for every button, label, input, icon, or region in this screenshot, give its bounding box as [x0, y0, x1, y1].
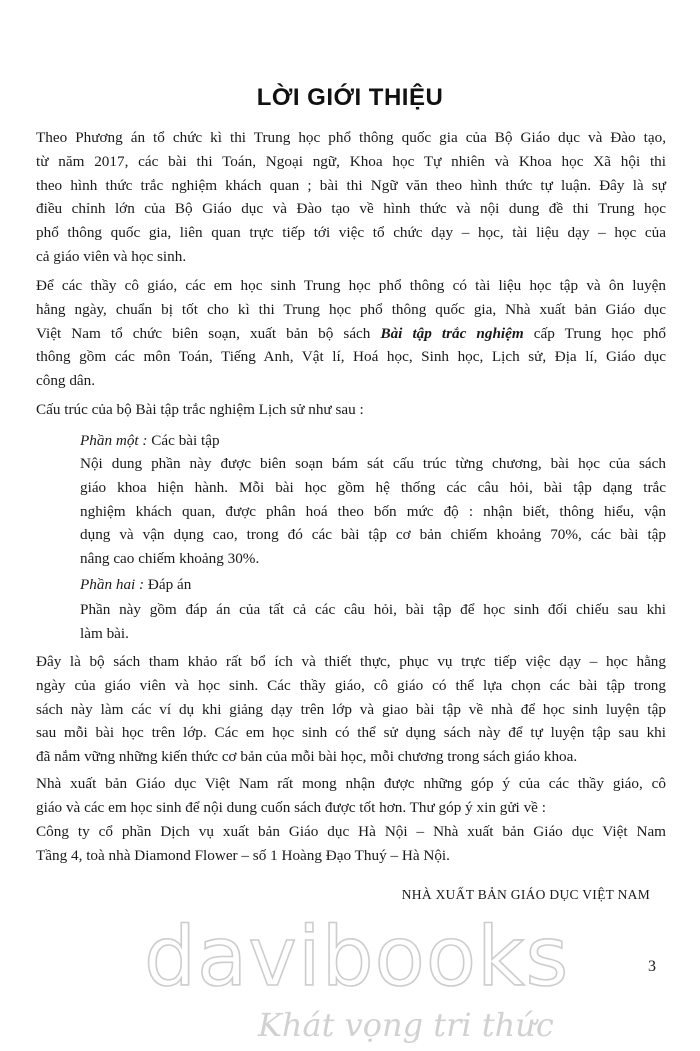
text-line: đã nắm vững những kiến thức cơ bản của mỗi bài học, mỗi chương trong sách giáo khoa. — [36, 748, 578, 766]
text-line: hằng ngày, chuẩn bị tốt cho kì thi Trung học phổ thông quốc gia, Nhà xuất bản Giáo dục — [36, 300, 666, 318]
text-line: Nhà xuất bản Giáo dục Việt Nam rất mong nhận được những góp ý của các thầy giáo, cô — [36, 775, 666, 792]
text-line: nghiệm khách quan, được phân hoá theo bốn mức độ : nhận biết, thông hiểu, vận — [80, 502, 666, 520]
part-one — [80, 429, 666, 453]
text-line: làm bài. — [80, 624, 129, 642]
text-line: Theo Phương án tổ chức kì thi Trung học phổ thông quốc gia của Bộ Giáo dục và Đào tạo, — [36, 129, 666, 146]
text-line: Cấu trúc của bộ Bài tập trắc nghiệm Lịch sử như sau : — [36, 401, 364, 418]
text-line: Đây là bộ sách tham khảo rất bổ ích và thiết thực, phục vụ trực tiếp việc dạy – học hằng — [36, 653, 666, 670]
usage-paragraph — [36, 650, 666, 769]
part-one-body — [80, 452, 666, 571]
text-line: giáo khoa hiện hành. Mỗi bài học gồm hệ thống các câu hỏi, bài tập dạng trắc — [80, 478, 666, 496]
publisher-signature: NHÀ XUẤT BẢN GIÁO DỤC VIỆT NAM — [401, 887, 650, 902]
structure-heading — [36, 398, 666, 422]
text-line: nâng cao chiếm khoảng 30%. — [80, 550, 260, 568]
intro-paragraph-1 — [36, 126, 666, 269]
text-line: Công ty cổ phần Dịch vụ xuất bản Giáo dục Hà Nội – Nhà xuất bản Giáo dục Việt Nam — [36, 823, 666, 840]
text-line: thông gồm các môn Toán, Tiếng Anh, Vật lí, Hoá học, Sinh học, Lịch sử, Địa lí, Giáo dục — [36, 348, 666, 366]
watermark-brand: davibooks — [144, 910, 570, 1005]
feedback-paragraph — [36, 772, 666, 820]
text-line: Nội dung phần này được biên soạn bám sát cấu trúc từng chương, bài học của sách — [80, 455, 666, 472]
page-number: 3 — [648, 958, 656, 975]
text-line — [36, 322, 666, 346]
text-line: công dân. — [36, 372, 96, 390]
text-line: sách này làm các ví dụ khi giảng dạy trên lớp và giao bài tập về nhà để học sinh luyện tập — [36, 700, 666, 718]
part-two-body — [80, 598, 666, 646]
text-line: sau mỗi bài học trên lớp. Các em học sinh có thể sử dụng sách này để tự luyện tập sau khi — [36, 724, 666, 742]
part-one-heading — [80, 429, 666, 453]
text-segment: cấp Trung học phổ — [523, 324, 667, 342]
text-line: ngày của giáo viên và học sinh. Các thầy giáo, cô giáo có thể lựa chọn các bài tập trong — [36, 676, 666, 694]
text-line: dụng và vận dụng cao, trong đó các bài tập cơ bản chiếm khoảng 70%, các bài tập — [80, 526, 666, 544]
watermark-tagline: Khát vọng tri thức — [258, 1006, 554, 1044]
text-segment: Việt Nam tổ chức biên soạn, xuất bản bộ sách — [36, 324, 381, 342]
text-line: Tầng 4, toà nhà Diamond Flower – số 1 Hoàng Đạo Thuý – Hà Nội. — [36, 846, 450, 864]
text-line: Để các thầy cô giáo, các em học sinh Trung học phổ thông có tài liệu học tập và ôn luyện — [36, 277, 666, 294]
page-title: LỜI GIỚI THIỆU — [256, 84, 444, 111]
text-line: từ năm 2017, các bài thi Toán, Ngoại ngữ, Khoa học Tự nhiên và Khoa học Xã hội thi — [36, 152, 666, 170]
text-line: cả giáo viên và học sinh. — [36, 247, 187, 265]
part-two-title: Đáp án — [144, 576, 192, 593]
intro-paragraph-2 — [36, 274, 666, 393]
part-two-label: Phần hai : — [80, 576, 145, 593]
text-line: điều chỉnh lớn của Bộ Giáo dục và Đào tạo về hình thức và nội dung đề thi Trung học — [36, 200, 666, 218]
part-one-title: Các bài tập — [147, 432, 220, 449]
part-one-label: Phần một : — [80, 432, 148, 449]
publisher-address — [36, 820, 666, 868]
part-two — [80, 573, 666, 597]
text-line: Phần này gồm đáp án của tất cả các câu hỏi, bài tập để học sinh đối chiếu sau khi — [80, 601, 666, 618]
book-series-title: Bài tập trắc nghiệm — [380, 324, 524, 342]
part-two-heading — [80, 573, 666, 597]
text-line: giáo và các em học sinh để nội dung cuốn sách được tốt hơn. Thư góp ý xin gửi về : — [36, 798, 546, 816]
text-line: theo hình thức trắc nghiệm khách quan ; bài thi Ngữ văn theo hình thức tự luận. Đây là sự — [36, 176, 666, 194]
text-line: phổ thông quốc gia, liên quan trực tiếp tới việc tổ chức dạy – học, tài liệu dạy – học của — [36, 224, 666, 242]
